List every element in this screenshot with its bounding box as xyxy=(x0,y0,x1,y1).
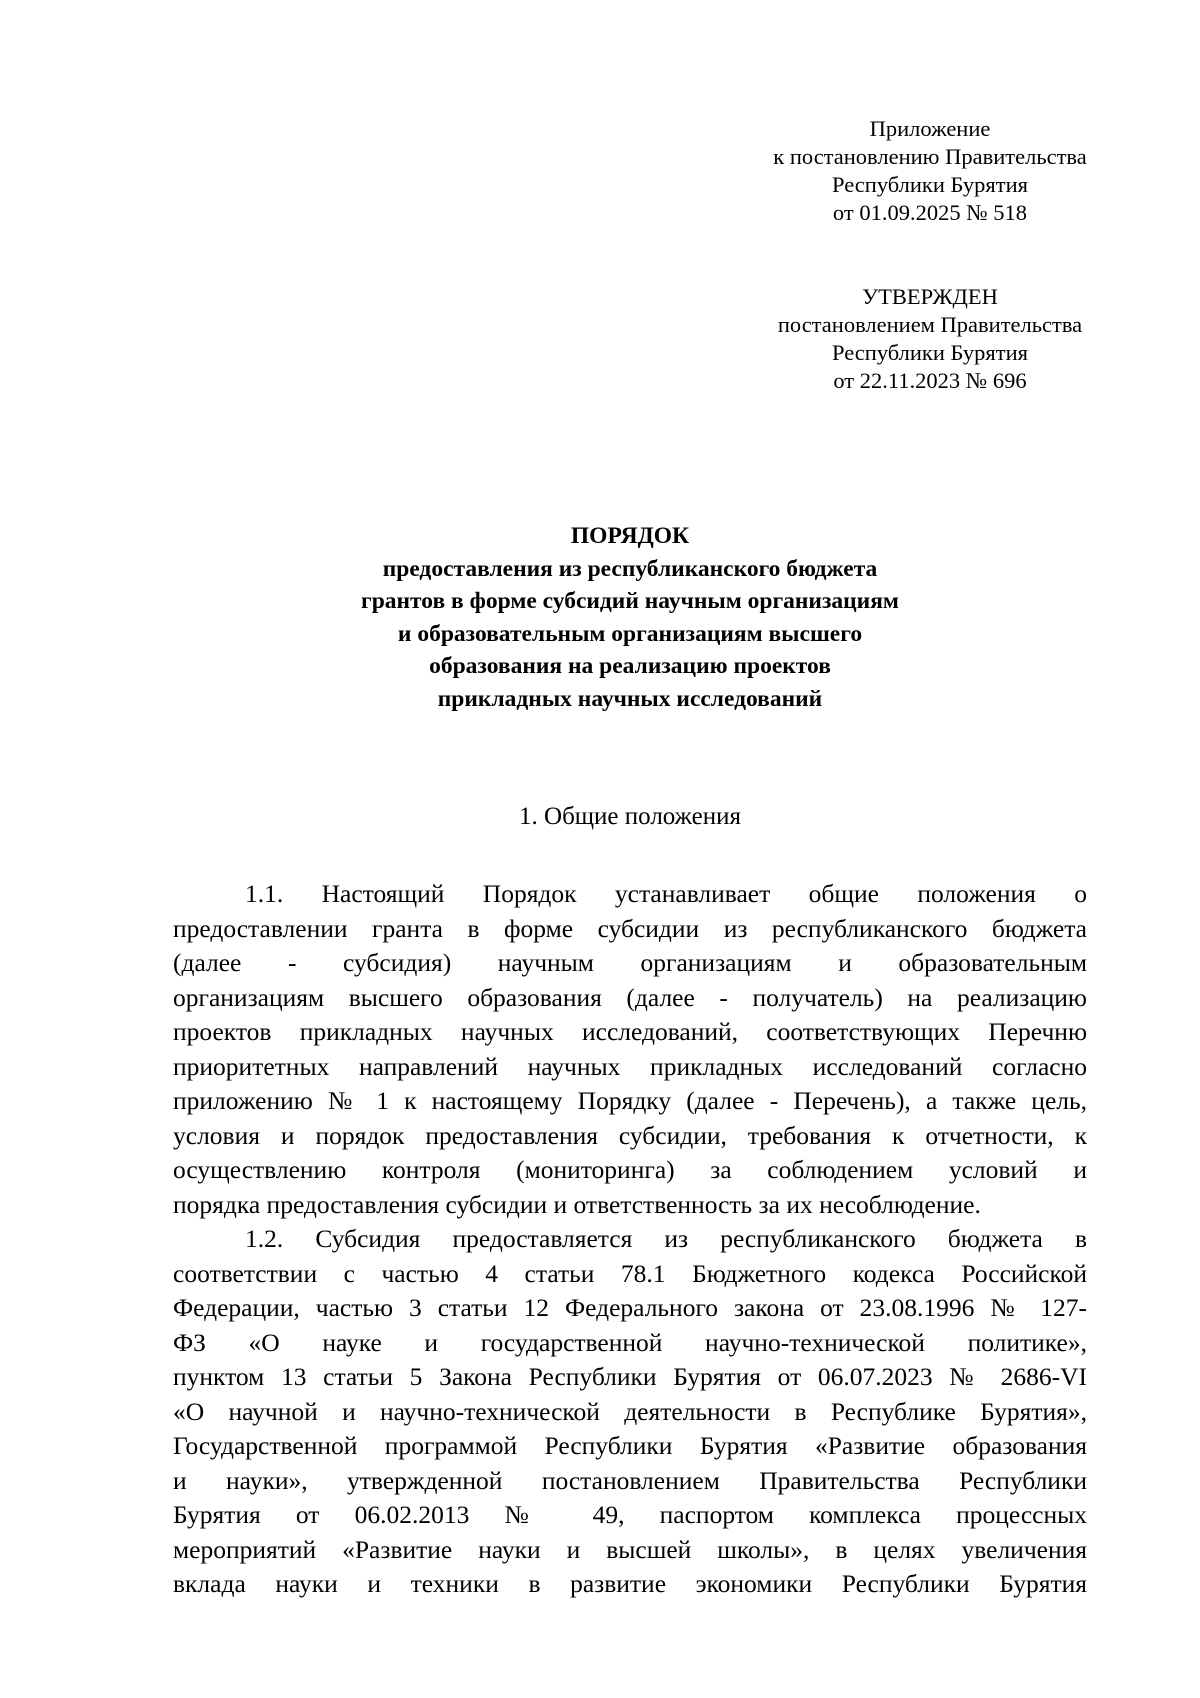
text-line: вклада науки и техники в развитие экономики Республики Бурятия xyxy=(173,1569,1087,1598)
section-heading-general: 1. Общие положения xyxy=(519,803,741,830)
text-line: пунктом 13 статьи 5 Закона Республики Бурятия от 06.07.2023 № 2686-VI xyxy=(173,1362,1087,1391)
text-line: «О научной и научно-технической деятельности в Республике Бурятия», xyxy=(173,1396,1087,1426)
text-line: соответствии с частью 4 статьи 78.1 Бюджетного кодекса Российской xyxy=(173,1258,1087,1288)
text-line: приложению № 1 к настоящему Порядку (далее - Перечень), а также цель, xyxy=(173,1086,1087,1115)
title-heading: ПОРЯДОК xyxy=(570,523,690,549)
text-line: порядка предоставления субсидии и ответственность за их несоблюдение. xyxy=(173,1189,981,1219)
title-line: образования на реализацию проектов xyxy=(429,653,831,679)
text-line: 1.2. Субсидия предоставляется из республиканского бюджета в xyxy=(245,1224,1087,1253)
approved-block xyxy=(760,283,1100,395)
text-line: Федерации, частью 3 статьи 12 Федерального закона от 23.08.1996 № 127- xyxy=(173,1293,1087,1322)
approved-date-number: от 22.11.2023 № 696 xyxy=(833,368,1027,393)
approved-republic: Республики Бурятия xyxy=(832,340,1028,365)
appendix-date-number: от 01.09.2025 № 518 xyxy=(832,200,1028,225)
text-line: Бурятия от 06.02.2013 № 49, паспортом комплекса процессных xyxy=(173,1500,1087,1529)
body-text xyxy=(173,877,1087,1602)
text-line: приоритетных направлений научных прикладных исследований согласно xyxy=(173,1051,1087,1081)
text-line: ФЗ «О науке и государственной научно-технической политике», xyxy=(173,1327,1087,1357)
text-line: 1.1. Настоящий Порядок устанавливает общие положения о xyxy=(245,879,1087,908)
text-line: организациям высшего образования (далее - получатель) на реализацию xyxy=(173,982,1087,1012)
text-line: проектов прикладных научных исследований, соответствующих Перечню xyxy=(173,1017,1087,1046)
title-line: грантов в форме субсидий научным организациям xyxy=(361,588,899,614)
text-line: предоставлении гранта в форме субсидии из республиканского бюджета xyxy=(173,913,1087,943)
appendix-label: Приложение xyxy=(869,116,991,141)
title-line: и образовательным организациям высшего xyxy=(397,620,863,647)
text-line: (далее - субсидия) научным организациям и образовательным xyxy=(173,948,1087,977)
text-line: и науки», утвержденной постановлением Правительства Республики xyxy=(173,1465,1087,1495)
text-line: Государственной программой Республики Бурятия «Развитие образования xyxy=(173,1431,1087,1460)
title-line: предоставления из республиканского бюджета xyxy=(382,555,878,582)
approved-resolution-ref: постановлением Правительства xyxy=(777,312,1083,337)
appendix-republic: Республики Бурятия xyxy=(832,172,1028,197)
text-line: мероприятий «Развитие науки и высшей школы», в целях увеличения xyxy=(173,1534,1087,1564)
appendix-resolution-ref: к постановлению Правительства xyxy=(773,144,1087,169)
title-line: прикладных научных исследований xyxy=(437,685,823,712)
text-line: условия и порядок предоставления субсидии, требования к отчетности, к xyxy=(173,1120,1087,1150)
approved-label: УТВЕРЖДЕН xyxy=(862,284,998,309)
paragraph-1-1 xyxy=(173,877,1087,1222)
paragraph-1-2 xyxy=(173,1222,1087,1602)
appendix-block xyxy=(760,115,1100,227)
document-title xyxy=(200,520,1060,715)
text-line: осуществлению контроля (мониторинга) за соблюдением условий и xyxy=(173,1155,1087,1184)
